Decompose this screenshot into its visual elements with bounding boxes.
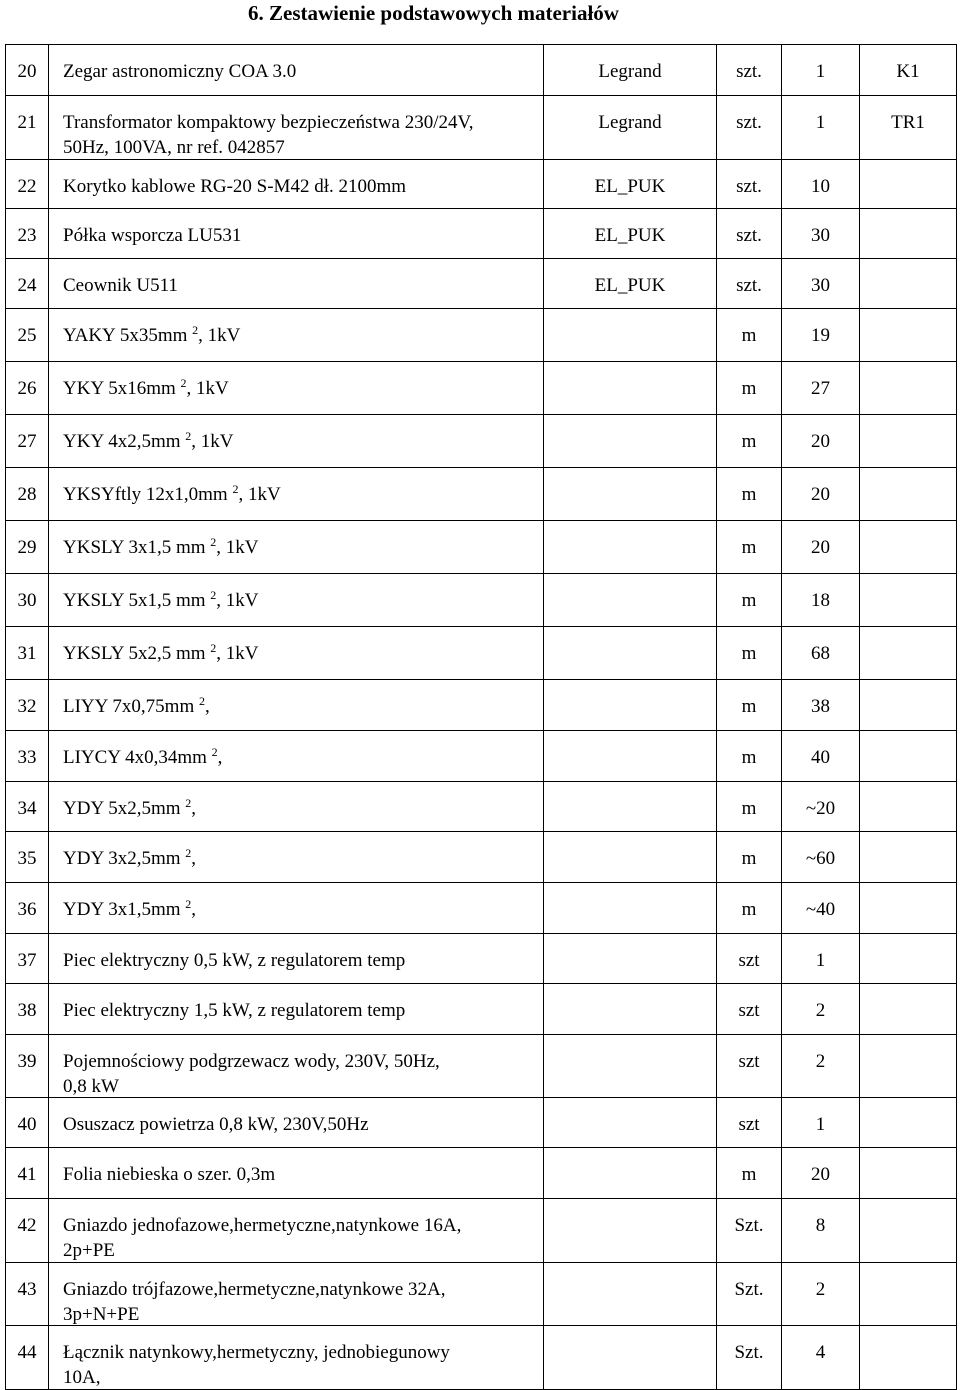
- quantity: ~60: [805, 848, 836, 869]
- manufacturer: EL_PUK: [594, 225, 666, 246]
- quantity: 1: [815, 61, 826, 82]
- quantity: 19: [811, 325, 830, 346]
- unit: szt: [738, 1051, 760, 1072]
- material-description-cell: [48, 831, 543, 882]
- row-number: 29: [17, 537, 37, 558]
- material-description: Transformator kompaktowy bezpieczeństwa 230/24V, 50Hz, 100VA, nr ref. 042857: [63, 112, 474, 158]
- unit-cell: [716, 308, 781, 361]
- row-number-cell: [5, 781, 48, 831]
- quantity-cell: [781, 573, 859, 626]
- row-number-cell: [5, 467, 48, 520]
- table-row: [0, 781, 960, 831]
- manufacturer-cell: [543, 44, 716, 95]
- manufacturer-cell: [543, 573, 716, 626]
- quantity-cell: [781, 1034, 859, 1097]
- material-description-cell: [48, 983, 543, 1034]
- quantity: 20: [811, 431, 830, 452]
- table-row: [0, 44, 960, 95]
- material-description-cell: [48, 882, 543, 933]
- table-row: [0, 933, 960, 983]
- row-number: 27: [17, 431, 37, 452]
- page-title: 6. Zestawienie podstawowych materiałów: [248, 1, 619, 25]
- manufacturer-cell: [543, 414, 716, 467]
- quantity: 30: [811, 275, 830, 296]
- table-row: [0, 414, 960, 467]
- row-number-cell: [5, 1097, 48, 1147]
- material-description-cell: [48, 1097, 543, 1147]
- unit: m: [741, 325, 757, 346]
- row-number: 43: [17, 1279, 37, 1300]
- superscript: 2: [232, 482, 239, 496]
- material-description: YKY 4x2,5mm $^2$, 1kV: [63, 429, 234, 452]
- unit-cell: [716, 44, 781, 95]
- unit-cell: [716, 159, 781, 208]
- material-description: LIYY 7x0,75mm $^2$,: [63, 694, 210, 717]
- row-number: 32: [17, 696, 37, 717]
- symbol-cell: [859, 308, 957, 361]
- quantity-cell: [781, 95, 859, 159]
- material-description: YKSLY 3x1,5 mm $^2$, 1kV: [63, 535, 259, 558]
- superscript: 2: [185, 897, 192, 911]
- row-number-cell: [5, 983, 48, 1034]
- row-number: 38: [17, 1000, 37, 1021]
- symbol-cell: [859, 1198, 957, 1262]
- unit: m: [741, 798, 757, 819]
- manufacturer-cell: [543, 933, 716, 983]
- material-description: YDY 5x2,5mm $^2$,: [63, 796, 197, 819]
- table-row: [0, 882, 960, 933]
- quantity-cell: [781, 1198, 859, 1262]
- material-description: Zegar astronomiczny COA 3.0: [63, 61, 297, 82]
- unit: m: [741, 1164, 757, 1185]
- unit: szt.: [736, 112, 762, 133]
- unit: Szt.: [734, 1279, 764, 1300]
- material-description-cell: [48, 308, 543, 361]
- quantity-cell: [781, 679, 859, 730]
- quantity: 1: [815, 112, 826, 133]
- symbol-cell: [859, 95, 957, 159]
- quantity-cell: [781, 1097, 859, 1147]
- material-description: YDY 3x2,5mm $^2$,: [63, 846, 197, 869]
- row-number-cell: [5, 730, 48, 781]
- row-number-cell: [5, 933, 48, 983]
- unit: m: [741, 848, 757, 869]
- table-row: [0, 1097, 960, 1147]
- table-row: [0, 1325, 960, 1389]
- manufacturer-cell: [543, 626, 716, 679]
- row-number-cell: [5, 1034, 48, 1097]
- quantity: 2: [815, 1051, 826, 1072]
- symbol-cell: [859, 208, 957, 258]
- unit-cell: [716, 414, 781, 467]
- symbol: TR1: [891, 112, 925, 133]
- manufacturer-cell: [543, 258, 716, 308]
- unit: m: [741, 378, 757, 399]
- material-description: Półka wsporcza LU531: [63, 225, 242, 246]
- manufacturer-cell: [543, 308, 716, 361]
- table-row: [0, 1147, 960, 1198]
- quantity: ~40: [805, 899, 836, 920]
- symbol-cell: [859, 933, 957, 983]
- unit-cell: [716, 679, 781, 730]
- quantity-cell: [781, 983, 859, 1034]
- material-description-cell: [48, 1325, 543, 1389]
- unit-cell: [716, 1147, 781, 1198]
- unit: m: [741, 590, 757, 611]
- material-description-cell: [48, 95, 543, 159]
- quantity: 10: [811, 176, 830, 197]
- quantity: 40: [811, 747, 830, 768]
- quantity-cell: [781, 1147, 859, 1198]
- row-number-cell: [5, 520, 48, 573]
- unit-cell: [716, 258, 781, 308]
- unit-cell: [716, 1262, 781, 1325]
- unit: szt.: [736, 225, 762, 246]
- manufacturer-cell: [543, 831, 716, 882]
- quantity-cell: [781, 44, 859, 95]
- material-description: Osuszacz powietrza 0,8 kW, 230V,50Hz: [63, 1114, 369, 1135]
- row-number-cell: [5, 573, 48, 626]
- unit-cell: [716, 626, 781, 679]
- manufacturer-cell: [543, 882, 716, 933]
- quantity: 30: [811, 225, 830, 246]
- symbol-cell: [859, 1097, 957, 1147]
- table-row: [0, 361, 960, 414]
- unit: m: [741, 747, 757, 768]
- superscript: 2: [210, 588, 217, 602]
- row-number: 33: [17, 747, 37, 768]
- row-number: 39: [17, 1051, 37, 1072]
- quantity-cell: [781, 258, 859, 308]
- quantity: 2: [815, 1000, 826, 1021]
- row-number: 42: [17, 1215, 37, 1236]
- table-row: [0, 208, 960, 258]
- quantity-cell: [781, 933, 859, 983]
- material-description: Piec elektryczny 0,5 kW, z regulatorem temp: [63, 950, 406, 971]
- material-description-cell: [48, 1034, 543, 1097]
- material-description: Folia niebieska o szer. 0,3m: [63, 1164, 276, 1185]
- manufacturer-cell: [543, 1198, 716, 1262]
- quantity: 68: [811, 643, 830, 664]
- material-description: Korytko kablowe RG-20 S-M42 dł. 2100mm: [63, 176, 407, 197]
- quantity-cell: [781, 414, 859, 467]
- quantity-cell: [781, 1325, 859, 1389]
- symbol-cell: [859, 679, 957, 730]
- material-description-cell: [48, 933, 543, 983]
- manufacturer-cell: [543, 361, 716, 414]
- unit-cell: [716, 983, 781, 1034]
- superscript: 2: [198, 694, 205, 708]
- row-number: 20: [17, 61, 37, 82]
- row-number-cell: [5, 1147, 48, 1198]
- quantity-cell: [781, 361, 859, 414]
- unit: szt.: [736, 176, 762, 197]
- manufacturer: Legrand: [598, 112, 662, 133]
- material-description: YKSLY 5x2,5 mm $^2$, 1kV: [63, 641, 259, 664]
- manufacturer-cell: [543, 1147, 716, 1198]
- quantity: 18: [811, 590, 830, 611]
- table-row: [0, 679, 960, 730]
- quantity: 20: [811, 1164, 830, 1185]
- superscript: 2: [185, 846, 192, 860]
- quantity-cell: [781, 1262, 859, 1325]
- unit: szt: [738, 1000, 760, 1021]
- unit-cell: [716, 361, 781, 414]
- row-number: 40: [17, 1114, 37, 1135]
- material-description-cell: [48, 414, 543, 467]
- symbol-cell: [859, 831, 957, 882]
- table-row: [0, 831, 960, 882]
- symbol-cell: [859, 573, 957, 626]
- manufacturer-cell: [543, 679, 716, 730]
- material-description-cell: [48, 361, 543, 414]
- row-number: 26: [17, 378, 37, 399]
- row-number: 30: [17, 590, 37, 611]
- manufacturer-cell: [543, 95, 716, 159]
- material-description-cell: [48, 208, 543, 258]
- row-number: 22: [17, 176, 37, 197]
- quantity: ~20: [805, 798, 836, 819]
- material-description-cell: [48, 467, 543, 520]
- material-description-cell: [48, 679, 543, 730]
- unit: m: [741, 431, 757, 452]
- unit-cell: [716, 933, 781, 983]
- symbol-cell: [859, 626, 957, 679]
- quantity-cell: [781, 467, 859, 520]
- material-description-cell: [48, 44, 543, 95]
- superscript: 2: [185, 796, 192, 810]
- manufacturer: EL_PUK: [594, 275, 666, 296]
- quantity-cell: [781, 520, 859, 573]
- row-number-cell: [5, 1325, 48, 1389]
- symbol-cell: [859, 44, 957, 95]
- row-number: 31: [17, 643, 37, 664]
- material-description-cell: [48, 159, 543, 208]
- material-description: YAKY 5x35mm $^2$, 1kV: [63, 323, 241, 346]
- symbol-cell: [859, 467, 957, 520]
- row-number-cell: [5, 208, 48, 258]
- unit-cell: [716, 781, 781, 831]
- superscript: 2: [185, 429, 192, 443]
- symbol-cell: [859, 1034, 957, 1097]
- unit: m: [741, 899, 757, 920]
- symbol-cell: [859, 730, 957, 781]
- row-number: 36: [17, 899, 37, 920]
- table-row: [0, 1034, 960, 1097]
- unit-cell: [716, 573, 781, 626]
- material-description-cell: [48, 1147, 543, 1198]
- symbol-cell: [859, 159, 957, 208]
- symbol: K1: [896, 61, 920, 82]
- table-row: [0, 520, 960, 573]
- unit-cell: [716, 882, 781, 933]
- unit: m: [741, 643, 757, 664]
- superscript: 2: [180, 376, 187, 390]
- unit-cell: [716, 520, 781, 573]
- unit-cell: [716, 208, 781, 258]
- material-description-cell: [48, 1262, 543, 1325]
- quantity-cell: [781, 882, 859, 933]
- superscript: 2: [210, 535, 217, 549]
- manufacturer: Legrand: [598, 61, 662, 82]
- quantity: 27: [811, 378, 830, 399]
- quantity-cell: [781, 781, 859, 831]
- material-description: Ceownik U511: [63, 275, 178, 296]
- row-number: 37: [17, 950, 37, 971]
- row-number-cell: [5, 679, 48, 730]
- material-description: YDY 3x1,5mm $^2$,: [63, 897, 197, 920]
- unit-cell: [716, 831, 781, 882]
- quantity-cell: [781, 159, 859, 208]
- symbol-cell: [859, 414, 957, 467]
- table-row: [0, 159, 960, 208]
- row-number-cell: [5, 361, 48, 414]
- manufacturer-cell: [543, 1262, 716, 1325]
- unit-cell: [716, 730, 781, 781]
- row-number: 35: [17, 848, 37, 869]
- unit: Szt.: [734, 1342, 764, 1363]
- material-description: Łącznik natynkowy,hermetyczny, jednobiegunowy 10A,: [63, 1342, 450, 1388]
- manufacturer-cell: [543, 983, 716, 1034]
- row-number-cell: [5, 258, 48, 308]
- material-description: Gniazdo jednofazowe,hermetyczne,natynkowe 16A, 2p+PE: [63, 1215, 462, 1261]
- unit-cell: [716, 95, 781, 159]
- row-number-cell: [5, 414, 48, 467]
- unit: szt.: [736, 275, 762, 296]
- symbol-cell: [859, 520, 957, 573]
- table-row: [0, 730, 960, 781]
- quantity-cell: [781, 626, 859, 679]
- manufacturer-cell: [543, 467, 716, 520]
- row-number: 23: [17, 225, 37, 246]
- table-row: [0, 983, 960, 1034]
- manufacturer-cell: [543, 1097, 716, 1147]
- unit-cell: [716, 467, 781, 520]
- material-description-cell: [48, 573, 543, 626]
- table-row: [0, 573, 960, 626]
- material-description-cell: [48, 730, 543, 781]
- manufacturer-cell: [543, 730, 716, 781]
- quantity: 8: [815, 1215, 826, 1236]
- quantity-cell: [781, 308, 859, 361]
- symbol-cell: [859, 983, 957, 1034]
- manufacturer-cell: [543, 520, 716, 573]
- quantity-cell: [781, 208, 859, 258]
- row-number-cell: [5, 1262, 48, 1325]
- table-row: [0, 1262, 960, 1325]
- material-description: Pojemnościowy podgrzewacz wody, 230V, 50Hz, 0,8 kW: [63, 1051, 440, 1097]
- quantity: 1: [815, 950, 826, 971]
- manufacturer-cell: [543, 1034, 716, 1097]
- symbol-cell: [859, 882, 957, 933]
- quantity: 38: [811, 696, 830, 717]
- material-description: YKSYftly 12x1,0mm $^2$, 1kV: [63, 482, 281, 505]
- unit: szt.: [736, 61, 762, 82]
- material-description-cell: [48, 626, 543, 679]
- table-row: [0, 258, 960, 308]
- superscript: 2: [211, 745, 218, 759]
- row-number-cell: [5, 95, 48, 159]
- quantity: 1: [815, 1114, 826, 1135]
- unit: m: [741, 696, 757, 717]
- row-number: 24: [17, 275, 37, 296]
- row-number-cell: [5, 882, 48, 933]
- unit: szt: [738, 950, 760, 971]
- manufacturer-cell: [543, 208, 716, 258]
- material-description-cell: [48, 781, 543, 831]
- unit-cell: [716, 1198, 781, 1262]
- unit-cell: [716, 1325, 781, 1389]
- material-description: Piec elektryczny 1,5 kW, z regulatorem temp: [63, 1000, 406, 1021]
- table-row: [0, 308, 960, 361]
- unit-cell: [716, 1097, 781, 1147]
- unit: m: [741, 484, 757, 505]
- manufacturer-cell: [543, 781, 716, 831]
- material-description-cell: [48, 1198, 543, 1262]
- symbol-cell: [859, 1147, 957, 1198]
- manufacturer-cell: [543, 1325, 716, 1389]
- table-row: [0, 95, 960, 159]
- manufacturer: EL_PUK: [594, 176, 666, 197]
- materials-table: [0, 44, 960, 1390]
- material-description: LIYCY 4x0,34mm $^2$,: [63, 745, 223, 768]
- row-number-cell: [5, 308, 48, 361]
- row-number: 41: [17, 1164, 37, 1185]
- row-number: 25: [17, 325, 37, 346]
- quantity: 2: [815, 1279, 826, 1300]
- material-description-cell: [48, 258, 543, 308]
- symbol-cell: [859, 781, 957, 831]
- quantity-cell: [781, 730, 859, 781]
- row-number: 44: [17, 1342, 37, 1363]
- symbol-cell: [859, 1262, 957, 1325]
- unit-cell: [716, 1034, 781, 1097]
- manufacturer-cell: [543, 159, 716, 208]
- unit: Szt.: [734, 1215, 764, 1236]
- table-row: [0, 626, 960, 679]
- row-number-cell: [5, 831, 48, 882]
- row-number: 34: [17, 798, 37, 819]
- symbol-cell: [859, 258, 957, 308]
- row-number-cell: [5, 44, 48, 95]
- quantity: 20: [811, 484, 830, 505]
- row-number: 28: [17, 484, 37, 505]
- unit: m: [741, 537, 757, 558]
- quantity-cell: [781, 831, 859, 882]
- material-description-cell: [48, 520, 543, 573]
- superscript: 2: [210, 641, 217, 655]
- quantity: 20: [811, 537, 830, 558]
- material-description: YKY 5x16mm $^2$, 1kV: [63, 376, 229, 399]
- symbol-cell: [859, 1325, 957, 1389]
- table-row: [0, 467, 960, 520]
- row-number: 21: [17, 112, 37, 133]
- material-description: YKSLY 5x1,5 mm $^2$, 1kV: [63, 588, 259, 611]
- table-row: [0, 1198, 960, 1262]
- superscript: 2: [192, 323, 199, 337]
- row-number-cell: [5, 1198, 48, 1262]
- symbol-cell: [859, 361, 957, 414]
- row-number-cell: [5, 159, 48, 208]
- quantity: 4: [815, 1342, 826, 1363]
- row-number-cell: [5, 626, 48, 679]
- material-description: Gniazdo trójfazowe,hermetyczne,natynkowe 32A, 3p+N+PE: [63, 1279, 446, 1325]
- unit: szt: [738, 1114, 760, 1135]
